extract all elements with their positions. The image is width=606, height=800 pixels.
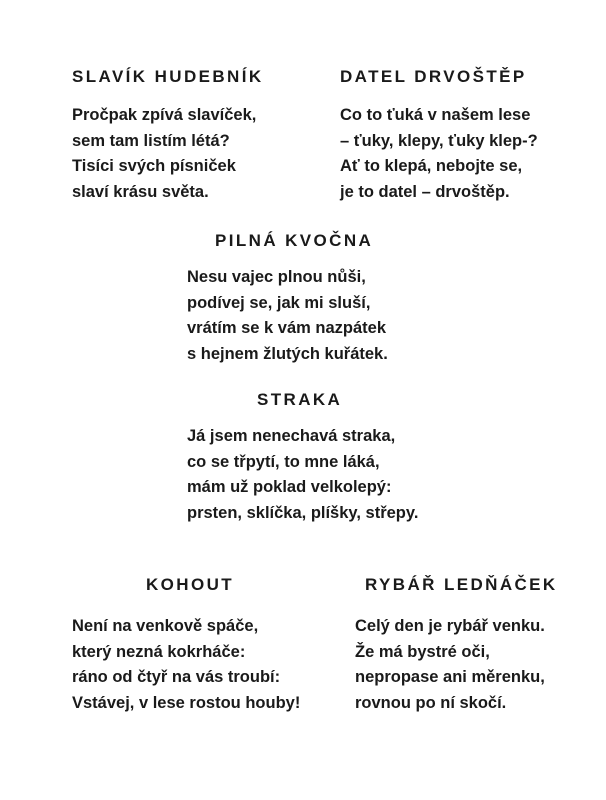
- verse-line: Pročpak zpívá slavíček,: [72, 106, 257, 124]
- poem-title: PILNÁ KVOČNA: [215, 231, 374, 250]
- verse-line: Nesu vajec plnou nůši,: [187, 268, 366, 286]
- verse-line: vrátím se k vám nazpátek: [187, 319, 387, 337]
- poem-verse: [72, 614, 300, 716]
- poem-title: RYBÁŘ LEDŇÁČEK: [365, 575, 558, 594]
- poem-title: STRAKA: [257, 390, 343, 409]
- poem-title: SLAVÍK HUDEBNÍK: [72, 67, 264, 86]
- verse-line: Tisíci svých písniček: [72, 157, 236, 175]
- verse-line: Ať to klepá, nebojte se,: [340, 157, 523, 175]
- verse-line: Já jsem nenechavá straka,: [187, 427, 396, 445]
- verse-line: prsten, sklíčka, plíšky, střepy.: [187, 503, 419, 522]
- poem-straka: [187, 389, 418, 526]
- poem-verse: [187, 424, 418, 526]
- verse-line: je to datel – drvoštěp.: [340, 182, 510, 201]
- verse-line: Že má bystré oči,: [355, 642, 490, 661]
- verse-line: ráno od čtyř na vás troubí:: [72, 668, 281, 686]
- verse-line: Celý den je rybář venku.: [355, 617, 545, 635]
- poem-verse: [355, 614, 558, 716]
- poem-verse: [72, 103, 264, 205]
- verse-line: co se třpytí, to mne láká,: [187, 452, 380, 471]
- poem-title: DATEL DRVOŠTĚP: [340, 67, 527, 86]
- verse-line: mám už poklad velkolepý:: [187, 478, 392, 496]
- verse-line: – ťuky, klepy, ťuky klep-?: [340, 131, 538, 150]
- poem-datel-drvostep: [340, 66, 538, 205]
- verse-line: Není na venkově spáče,: [72, 617, 259, 635]
- verse-line: nepropase ani měrenku,: [355, 668, 545, 686]
- poem-rybar-lednacek: [355, 574, 558, 716]
- verse-line: rovnou po ní skočí.: [355, 693, 507, 712]
- verse-line: Co to ťuká v našem lese: [340, 106, 531, 124]
- poem-slavik-hudebnik: [72, 66, 264, 205]
- verse-line: podívej se, jak mi sluší,: [187, 293, 371, 312]
- poem-title: KOHOUT: [146, 575, 235, 594]
- verse-line: Vstávej, v lese rostou houby!: [72, 693, 301, 712]
- verse-line: který nezná kokrháče:: [72, 642, 246, 661]
- poem-verse: [187, 265, 388, 367]
- poem-pilna-kvocna: [187, 230, 388, 367]
- verse-line: s hejnem žlutých kuřátek.: [187, 344, 388, 363]
- poem-kohout: [72, 574, 300, 716]
- verse-line: slaví krásu světa.: [72, 182, 209, 201]
- verse-line: sem tam listím létá?: [72, 131, 230, 150]
- poem-verse: [340, 103, 538, 205]
